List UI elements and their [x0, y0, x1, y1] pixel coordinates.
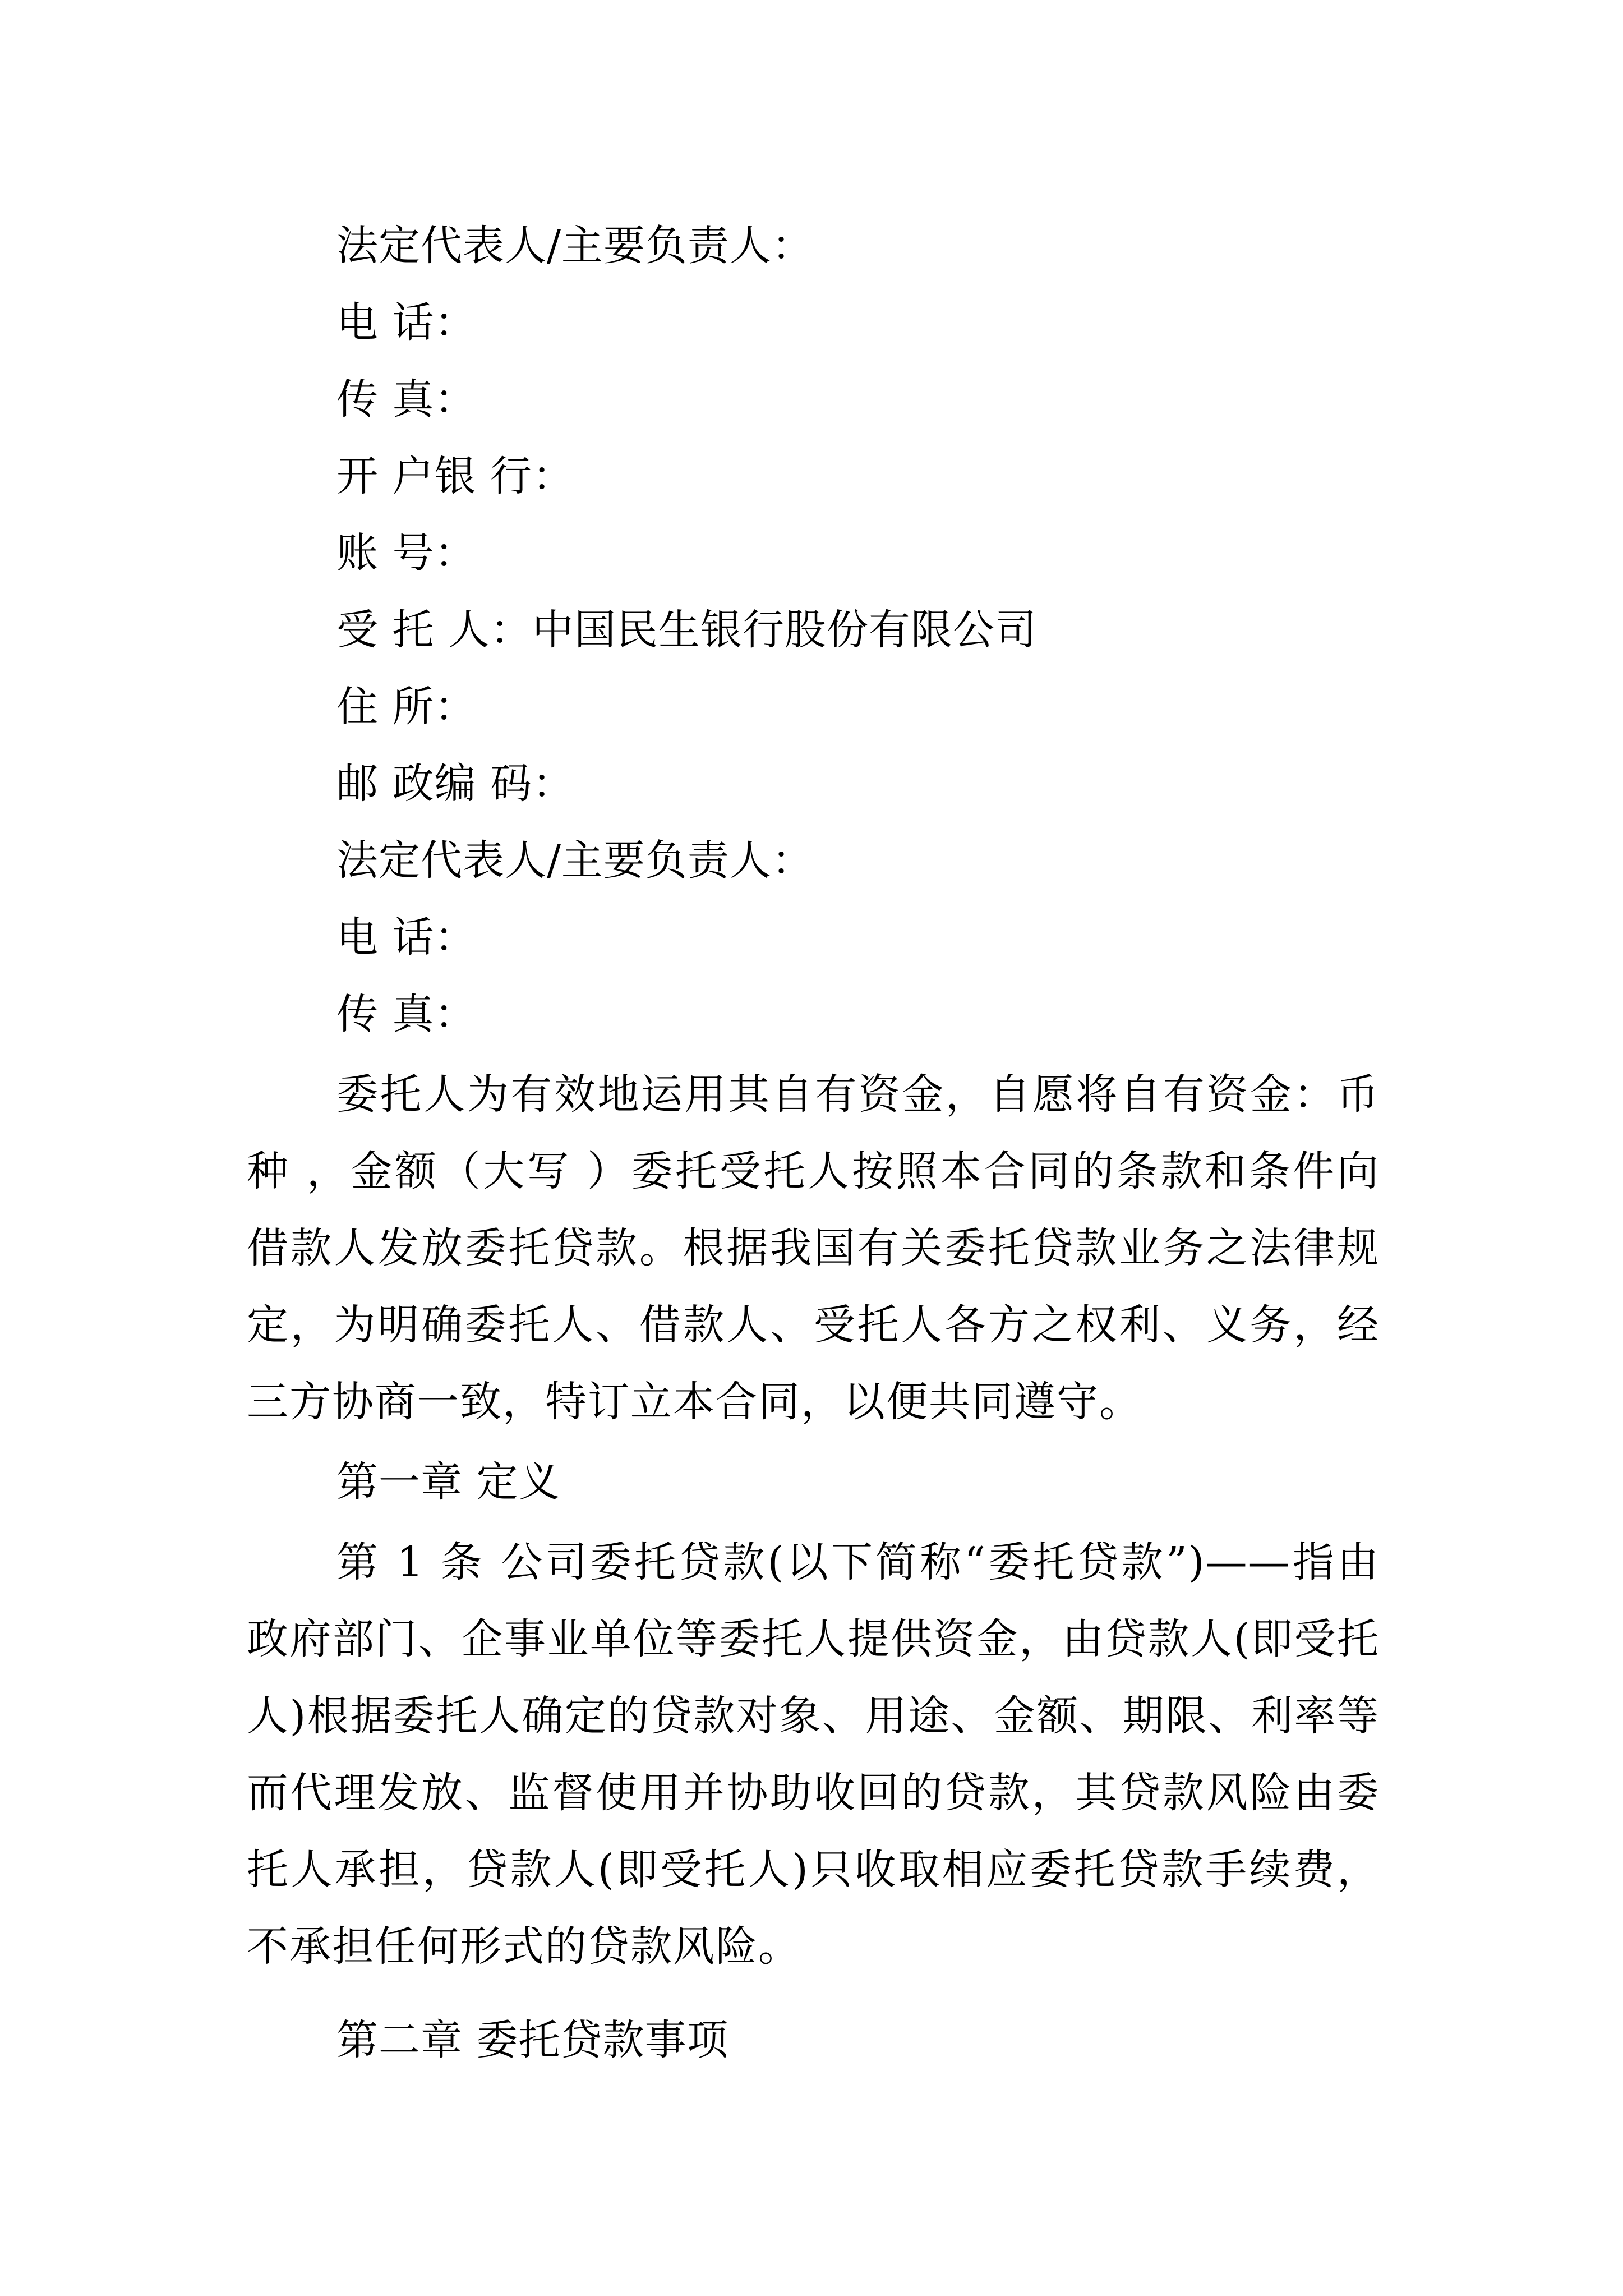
field-account: 账 号： — [336, 529, 477, 577]
intro-paragraph: 委托人为有效地运用其自有资金，自愿将自有资金：币种 ，金额（大写 ）委托受托人按照本合同的条款和条件向借款人发放委托贷款。根据我国有关委托贷款业务之法律规定，为明确委托人、借款人、受托人各方之权利、义务，经三方协商一致，特订立本合同，以便共同遵守。 — [247, 1070, 1380, 1426]
field-bank: 开 户银 行： — [336, 452, 575, 500]
chapter-1-heading: 第一章 定义 — [336, 1458, 561, 1506]
field-trustee: 受 托 人：中国民生银行股份有限公司 — [336, 606, 1038, 654]
field-legal-representative-1: 法定代表人/主要负责人： — [336, 222, 814, 270]
document-body — [247, 208, 1380, 2079]
field-address: 住 所： — [336, 683, 477, 731]
field-phone-2: 电 话： — [336, 913, 477, 961]
field-phone-1: 电 话： — [336, 298, 477, 347]
field-postal-code: 邮 政编 码： — [336, 760, 575, 808]
field-legal-representative-2: 法定代表人/主要负责人： — [336, 836, 814, 885]
field-fax-1: 传 真： — [336, 375, 477, 424]
article-1-paragraph: 第 1 条 公司委托贷款(以下简称“委托贷款”)——指由政府部门、企事业单位等委托人提供资金，由贷款人(即受托人)根据委托人确定的贷款对象、用途、金额、期限、利率等而代理发放、监督使用并协助收回的贷款，其贷款风险由委托人承担，贷款人(即受托人)只收取相应委托贷款手续费，不承担任何形式的贷款风险。 — [247, 1538, 1380, 1971]
field-fax-2: 传 真： — [336, 990, 477, 1038]
chapter-2-heading: 第二章 委托贷款事项 — [336, 2016, 729, 2064]
